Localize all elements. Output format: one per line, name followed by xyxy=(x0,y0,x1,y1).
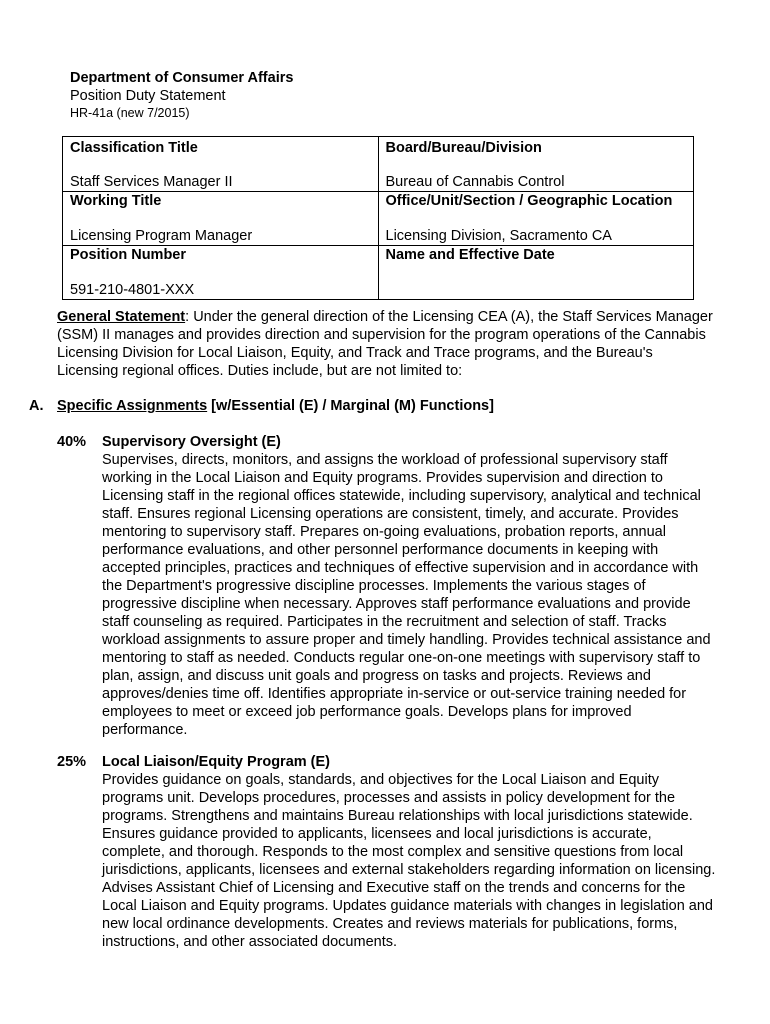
duty-description: Supervises, directs, monitors, and assigns the workload of professional supervisory staff working in the Local Liaison and Equity programs. Provides supervision and direction to Licensing staff in the regional offices statewide, including supervisory, analytical and technical staff. Ensures regional Licensing operations are consistent, timely, and accurate. Provides mentoring to supervisory staff. Prepares on-going evaluations, probation reports, annual performance evaluations, and other personnel performance documents in keeping with accepted principles, practices and techniques of effective supervision and in accordance with the Department's progressive discipline processes. Implements the various stages of progressive discipline when necessary. Approves staff performance evaluations and provide staff counseling as required. Participates in the recruitment and selection of staff. Tracks workload assignments to assure proper and timely handling. Provides technical assistance and mentoring to staff as needed. Conducts regular one-on-one meetings with supervisory staff to plan, assign, and discuss unit goals and progress on tasks and projects. Reviews and approves/denies time off. Identifies appropriate in-service or out-service training needed for employees to meet or exceed job performance goals. Develops plans for improved performance. xyxy=(102,452,711,738)
office-value: Licensing Division, Sacramento CA xyxy=(385,228,612,244)
working-title-value: Licensing Program Manager xyxy=(70,228,253,244)
board-label: Board/Bureau/Division xyxy=(385,140,542,156)
classification-title-value: Staff Services Manager II xyxy=(70,174,233,190)
duty-item xyxy=(57,753,717,951)
general-statement-text: : Under the general direction of the Licensing CEA (A), the Staff Services Manager (SSM) II manages and provides direction and supervision for the program operations of the Cannabis Licensing Division for Local Liaison, Equity, and Track and Trace programs, and the Bureau's Licensing regional offices. Duties include, but are not limited to: xyxy=(57,309,713,379)
department-name: Department of Consumer Affairs xyxy=(70,70,294,86)
duty-description: Provides guidance on goals, standards, and objectives for the Local Liaison and Equity programs unit. Develops procedures, processes and assists in policy development for the programs. Strengthens and maintains Bureau relationships with local jurisdictions statewide. Ensures guidance provided to applicants, licensees and local jurisdictions is accurate, complete, and thorough. Responds to the most complex and sensitive questions from local jurisdictions, applicants, licensees and external stakeholders regarding information on licensing. Advises Assistant Chief of Licensing and Executive staff on the trends and concerns for the Local Liaison and Equity programs. Updates guidance materials with changes in legislation and new local ordinance developments. Creates and reviews materials for publications, forms, instructions, and other associated documents. xyxy=(102,772,716,950)
board-cell xyxy=(378,137,694,192)
position-number-value: 591-210-4801-XXX xyxy=(70,282,195,298)
form-number: HR-41a (new 7/2015) xyxy=(70,106,190,120)
working-title-cell xyxy=(63,192,379,246)
section-letter: A. xyxy=(29,398,44,414)
section-subtitle: [w/Essential (E) / Marginal (M) Functions] xyxy=(207,398,494,414)
position-info-table xyxy=(62,136,694,300)
section-a-heading xyxy=(29,397,494,415)
duty-heading xyxy=(57,753,717,771)
name-date-label: Name and Effective Date xyxy=(385,247,555,263)
section-title: Specific Assignments xyxy=(57,398,208,414)
board-value: Bureau of Cannabis Control xyxy=(385,174,565,190)
classification-title-cell xyxy=(63,137,379,192)
position-number-cell xyxy=(63,246,379,300)
document-header xyxy=(70,69,293,121)
office-label: Office/Unit/Section / Geographic Location xyxy=(385,193,673,209)
office-cell xyxy=(378,192,694,246)
classification-title-label: Classification Title xyxy=(70,140,198,156)
name-date-cell xyxy=(378,246,694,300)
duty-title: Supervisory Oversight (E) xyxy=(102,434,281,450)
working-title-label: Working Title xyxy=(70,193,162,209)
general-statement-label: General Statement xyxy=(57,309,186,325)
position-number-label: Position Number xyxy=(70,247,187,263)
duty-item xyxy=(57,433,717,739)
duty-percent: 25% xyxy=(57,754,87,770)
general-statement xyxy=(57,308,717,380)
duty-title: Local Liaison/Equity Program (E) xyxy=(102,754,331,770)
duty-heading xyxy=(57,433,717,451)
duty-percent: 40% xyxy=(57,434,87,450)
document-title: Position Duty Statement xyxy=(70,88,226,104)
